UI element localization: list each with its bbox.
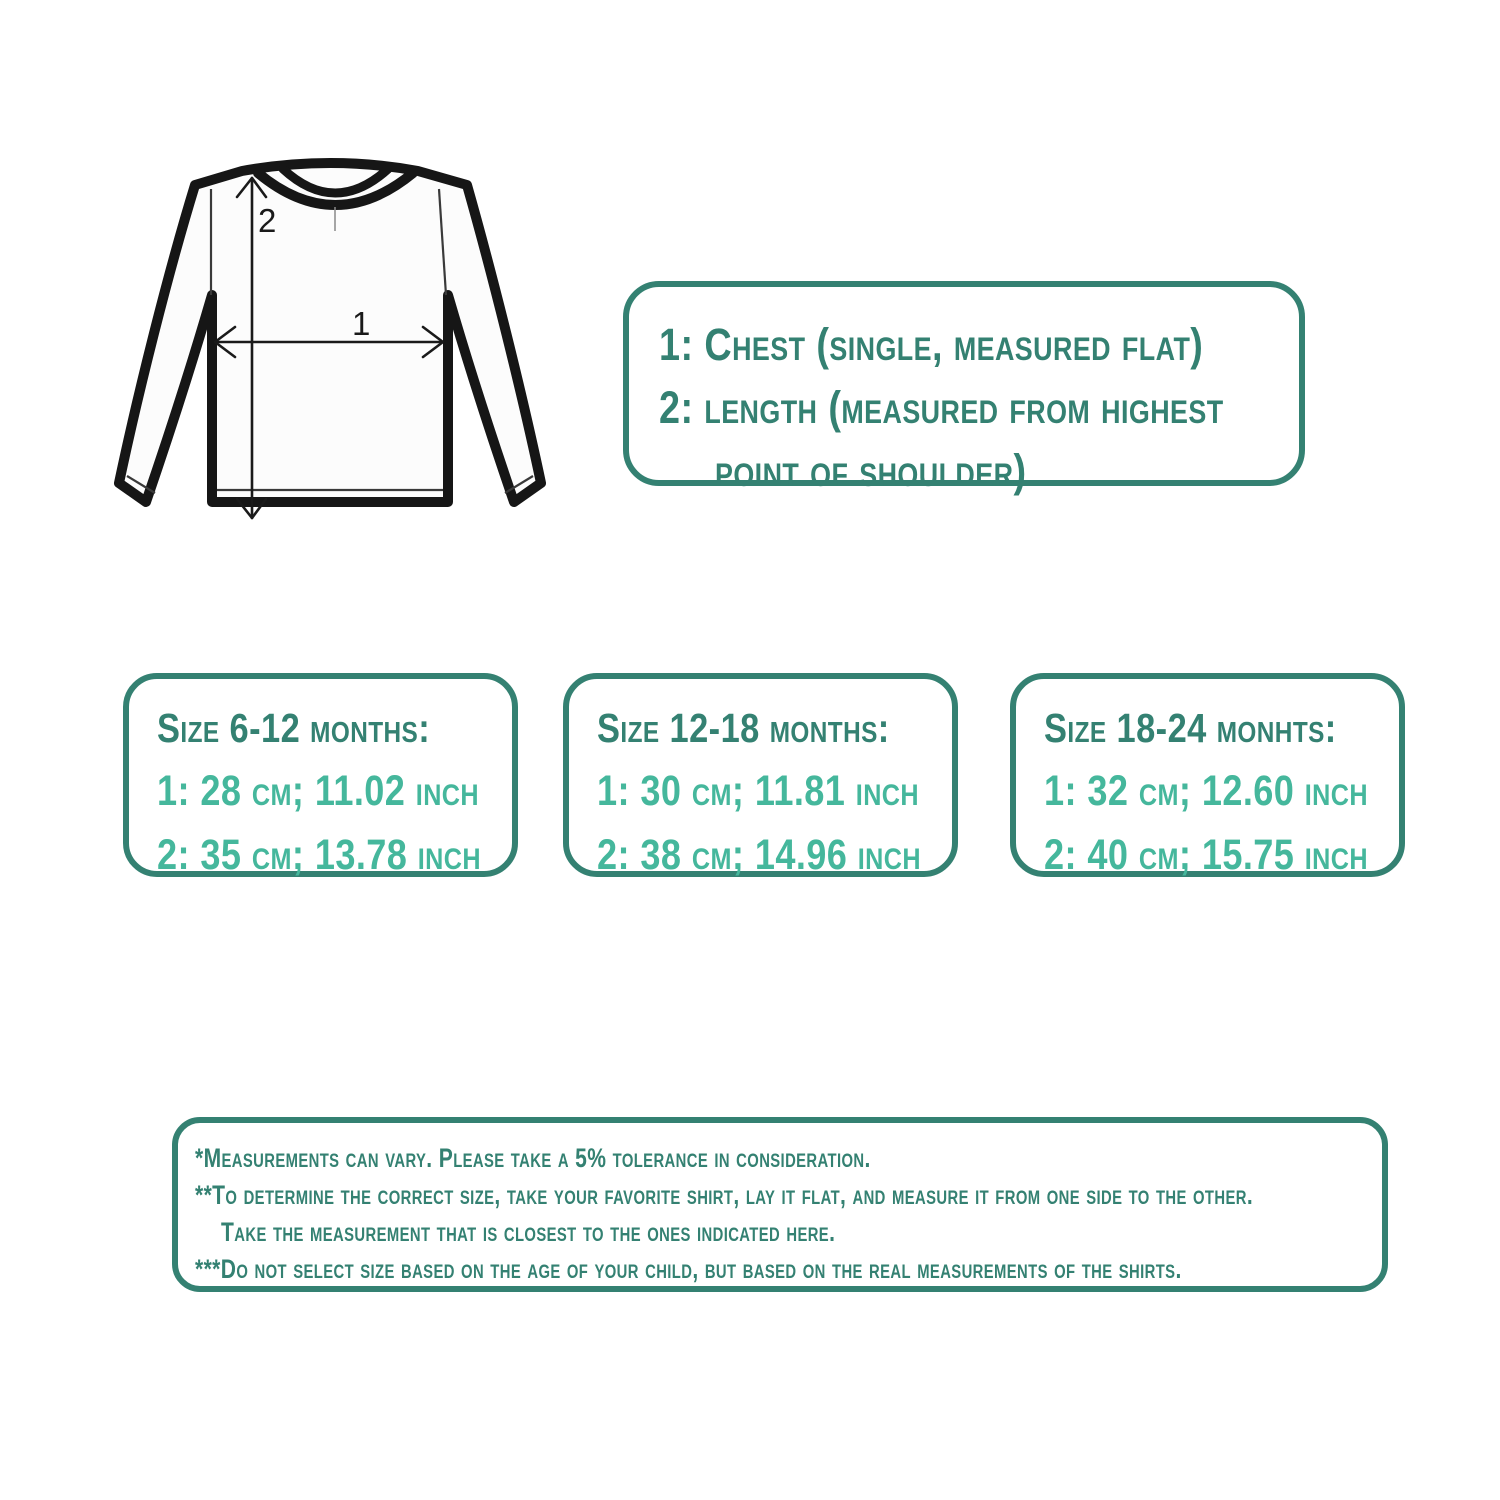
shirt-outline xyxy=(119,163,541,502)
size-box-length: 2: 40 cm; 15.75 inch xyxy=(1044,831,1369,879)
size-box-title: Size 18-24 monhts: xyxy=(1044,705,1337,751)
note-age-warning: ***Do not select size based on the age of your child, but based on the real measurements of the shirts. xyxy=(195,1254,1182,1284)
size-box-18-24 xyxy=(1010,673,1405,877)
size-box-length: 2: 35 cm; 13.78 inch xyxy=(157,831,482,879)
legend-line-length: 2: length (measured from highest xyxy=(659,382,1224,433)
note-determine-size: **To determine the correct size, take your favorite shirt, lay it flat, and measure it from one side to the other. xyxy=(195,1180,1254,1210)
size-box-title: Size 12-18 months: xyxy=(597,705,890,751)
size-box-6-12 xyxy=(123,673,518,877)
size-box-chest: 1: 32 cm; 12.60 inch xyxy=(1044,767,1369,815)
chest-dim-label: 1 xyxy=(352,305,371,342)
legend-line-chest: 1: Chest (single, measured flat) xyxy=(659,319,1204,370)
length-dim-label: 2 xyxy=(258,202,277,239)
shirt-diagram xyxy=(105,145,580,545)
size-box-length: 2: 38 cm; 14.96 inch xyxy=(597,831,922,879)
note-determine-size-cont: Take the measurement that is closest to the ones indicated here. xyxy=(221,1217,836,1247)
legend-line-length-cont: point of shoulder) xyxy=(715,445,1027,496)
note-tolerance: *Measurements can vary. Please take a 5% tolerance in consideration. xyxy=(195,1143,871,1173)
size-box-chest: 1: 30 cm; 11.81 inch xyxy=(597,767,920,815)
legend-box xyxy=(623,281,1305,496)
size-box-12-18 xyxy=(563,673,958,877)
size-box-chest: 1: 28 cm; 11.02 inch xyxy=(157,767,480,815)
notes-box xyxy=(172,1117,1388,1292)
size-box-title: Size 6-12 months: xyxy=(157,705,431,751)
